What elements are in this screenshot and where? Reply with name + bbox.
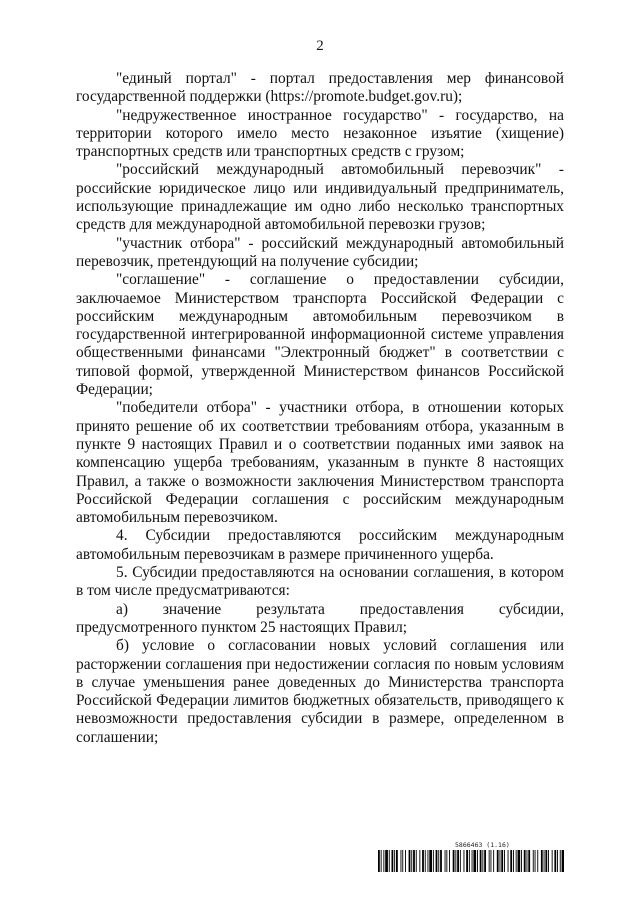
paragraph-agreement-definition: "соглашение" - соглашение о предоставлении субсидии, заключаемое Министерством транспорта Российской Федерации с российским международным автомобильным перевозчиком в государственной интегрированной информационной системе управления общественными финансами "Электронный бюджет" в соответствии с типовой формой, утвержденной Министерством финансов Российской Федерации; [76,271,564,399]
paragraph-clause-4: 4. Субсидии предоставляются российским международным автомобильным перевозчикам в размере причиненного ущерба. [76,527,564,563]
paragraph-clause-5: 5. Субсидии предоставляются на основании соглашения, в котором в том числе предусматриваются: [76,564,564,600]
barcode-image [378,850,564,872]
paragraph-selection-winners-definition: "победители отбора" - участники отбора, в отношении которых принято решение об их соответствии требованиям отбора, указанным в пункте 9 настоящих Правил и о соответствии поданных ими заявок на компенсацию ущерба требованиям, указанным в пункте 8 настоящих Правил, а также о возможности заключения Министерством транспорта Российской Федерации соглашения с российским международным автомобильным перевозчиком. [76,399,564,527]
document-code: 5866463 (1.16) [455,841,510,849]
page-number: 2 [316,38,324,54]
paragraph-carrier-definition: "российский международный автомобильный перевозчик" - российские юридическое лицо или индивидуальный предприниматель, использующие принадлежащие им одно либо несколько транспортных средств для международной автомобильной перевозки грузов; [76,161,564,234]
paragraph-selection-participant-definition: "участник отбора" - российский международный автомобильный перевозчик, претендующий на получение субсидии; [76,234,564,270]
document-body [76,70,564,747]
paragraph-unified-portal-definition: "единый портал" - портал предоставления мер финансовой государственной поддержки (https://promote.budget.gov.ru); [76,70,564,106]
paragraph-clause-5a: а) значение результата предоставления субсидии, предусмотренного пунктом 25 настоящих Правил; [76,600,564,636]
paragraph-clause-5b: б) условие о согласовании новых условий соглашения или расторжении соглашения при недостижении согласия по новым условиям в случае уменьшения ранее доведенных до Министерства транспорта Российской Федерации лимитов бюджетных обязательств, приводящего к невозможности предоставления субсидии в размере, определенном в соглашении; [76,637,564,746]
paragraph-unfriendly-state-definition: "недружественное иностранное государство" - государство, на территории которого имело место незаконное изъятие (хищение) транспортных средств или транспортных средств с грузом; [76,106,564,161]
